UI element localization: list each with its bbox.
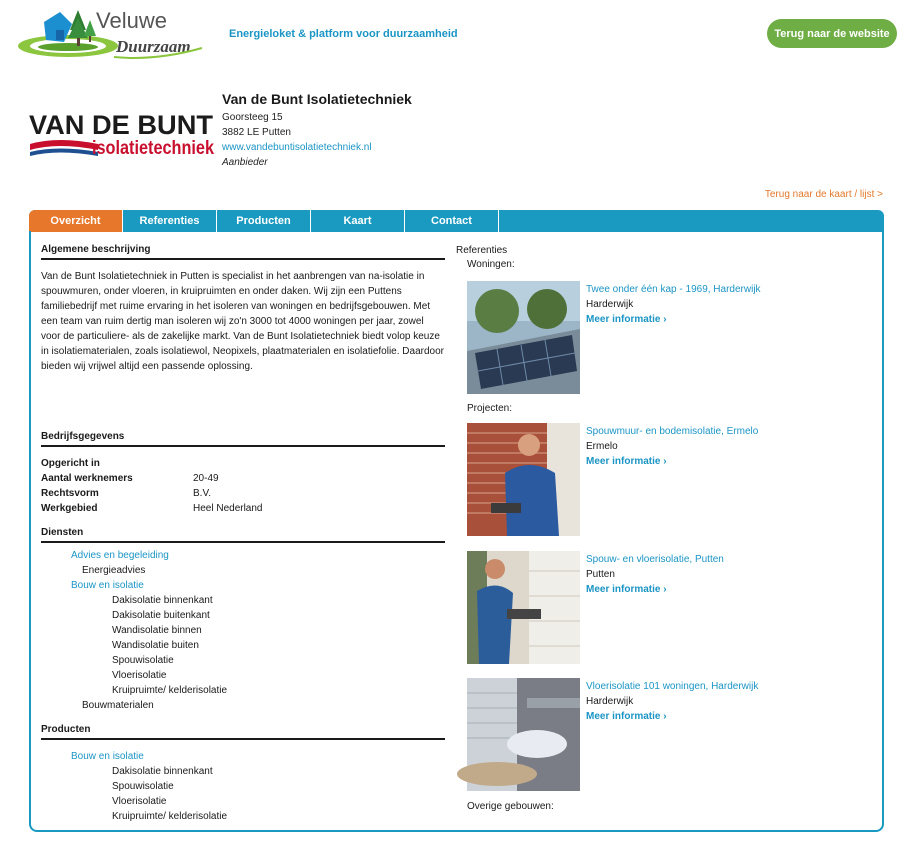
service-item: Spouwisolatie — [112, 655, 174, 666]
fact-row: Opgericht in — [41, 458, 100, 469]
more-info-link[interactable]: Meer informatie › — [586, 711, 667, 722]
product-item: Vloerisolatie — [112, 796, 167, 807]
company-logo-text-bottom: isolatietechniek — [92, 138, 215, 159]
more-info-link[interactable]: Meer informatie › — [586, 456, 667, 467]
company-info — [222, 90, 412, 170]
overige-gebouwen-label: Overige gebouwen: — [467, 801, 554, 812]
product-item: Dakisolatie binnenkant — [112, 766, 213, 777]
logo-wordmark-top: Veluwe — [96, 8, 167, 33]
company-details-heading: Bedrijfsgegevens — [41, 431, 445, 447]
reference-title-link[interactable]: Twee onder één kap - 1969, Harderwijk — [586, 284, 761, 295]
reference-photo-brick-wall[interactable] — [467, 423, 580, 536]
service-item: Bouwmaterialen — [82, 700, 154, 711]
tab-producten[interactable]: Producten — [217, 210, 311, 232]
reference-photo-solar-roof[interactable] — [467, 281, 580, 394]
reference-title-link[interactable]: Spouwmuur- en bodemisolatie, Ermelo — [586, 426, 759, 437]
service-item: Energieadvies — [82, 565, 146, 576]
service-item: Vloerisolatie — [112, 670, 167, 681]
service-item: Dakisolatie binnenkant — [112, 595, 213, 606]
chevron-right-icon: › — [663, 456, 667, 467]
reference-place: Harderwijk — [586, 696, 634, 707]
reference-place: Putten — [586, 569, 615, 580]
company-city: 3882 LE Putten — [222, 127, 291, 138]
back-to-map-link[interactable]: Terug naar de kaart / lijst > — [764, 189, 883, 200]
tagline: Energieloket & platform voor duurzaamheid — [229, 28, 458, 40]
reference-title-link[interactable]: Vloerisolatie 101 woningen, Harderwijk — [586, 681, 759, 692]
product-item: Spouwisolatie — [112, 781, 174, 792]
description-heading: Algemene beschrijving — [41, 244, 445, 260]
company-name: Van de Bunt Isolatietechniek — [222, 91, 412, 107]
tab-overzicht[interactable]: Overzicht — [29, 210, 123, 232]
fact-row: Rechtsvorm B.V. — [41, 488, 211, 499]
company-street: Goorsteeg 15 — [222, 112, 283, 123]
veluwe-duurzaam-logo[interactable] — [16, 4, 206, 62]
reference-card — [467, 423, 867, 536]
reference-card — [467, 551, 867, 664]
overview-column — [41, 244, 445, 824]
tab-kaart[interactable]: Kaart — [311, 210, 405, 232]
products-heading: Producten — [41, 724, 445, 740]
products-list — [41, 749, 445, 824]
company-logo-text-top: VAN DE BUNT — [29, 110, 214, 140]
service-item: Kruipruimte/ kelderisolatie — [112, 685, 228, 696]
chevron-right-icon: › — [663, 314, 667, 325]
company-logo — [28, 104, 218, 164]
fact-row: Aantal werknemers 20-49 — [41, 473, 219, 484]
references-column — [456, 244, 876, 812]
company-facts — [41, 456, 445, 516]
tab-bar — [29, 210, 884, 232]
service-category-link[interactable]: Bouw en isolatie — [71, 580, 144, 591]
service-item: Wandisolatie binnen — [112, 625, 202, 636]
back-to-website-button[interactable]: Terug naar de website — [767, 19, 897, 48]
product-category-link[interactable]: Bouw en isolatie — [71, 751, 144, 762]
reference-place: Harderwijk — [586, 299, 634, 310]
reference-card — [467, 281, 867, 394]
reference-title-link[interactable]: Spouw- en vloerisolatie, Putten — [586, 554, 724, 565]
tab-contact[interactable]: Contact — [405, 210, 499, 232]
service-item: Dakisolatie buitenkant — [112, 610, 210, 621]
more-info-link[interactable]: Meer informatie › — [586, 584, 667, 595]
chevron-right-icon: › — [663, 711, 667, 722]
reference-place: Ermelo — [586, 441, 618, 452]
tab-referenties[interactable]: Referenties — [123, 210, 217, 232]
company-website-link[interactable]: www.vandebuntisolatietechniek.nl — [222, 142, 372, 153]
service-category-link[interactable]: Advies en begeleiding — [71, 550, 169, 561]
fact-row: Werkgebied Heel Nederland — [41, 503, 263, 514]
reference-photo-wall-drilling[interactable] — [467, 551, 580, 664]
reference-card — [467, 678, 867, 791]
services-list — [41, 548, 445, 713]
projecten-label: Projecten: — [467, 403, 513, 414]
woningen-label: Woningen: — [467, 259, 515, 270]
reference-photo-crawlspace[interactable] — [467, 678, 580, 791]
more-info-link[interactable]: Meer informatie › — [586, 314, 667, 325]
description-text: Van de Bunt Isolatietechniek in Putten is specialist in het aanbrengen van na-isolatie in spouwmuren, onder vloeren, in kruipruimten en onder daken. Wij zijn een Puttens familiebedrijf met ruime ervaring in het isoleren van woningen en bedrijfsgebouwen. Met een team van ruim dertig man isoleren wij zo'n 3000 tot 4000 woningen per jaar, zowel voor de particuliere- als de zakelijke markt. Van de Bunt Isolatietechniek biedt volop keuze in isolatiematerialen, zoals isolatiewol, Neopixels, plaatmaterialen en isolatiefolie. Daardoor bieden wij vrijwel altijd een passende oplossing. — [41, 271, 444, 372]
company-role: Aanbieder — [222, 157, 268, 168]
services-heading: Diensten — [41, 527, 445, 543]
references-heading: Referenties — [456, 245, 508, 256]
service-item: Wandisolatie buiten — [112, 640, 199, 651]
logo-wordmark-bottom: Duurzaam — [116, 37, 191, 56]
product-item: Kruipruimte/ kelderisolatie — [112, 811, 228, 822]
chevron-right-icon: › — [663, 584, 667, 595]
